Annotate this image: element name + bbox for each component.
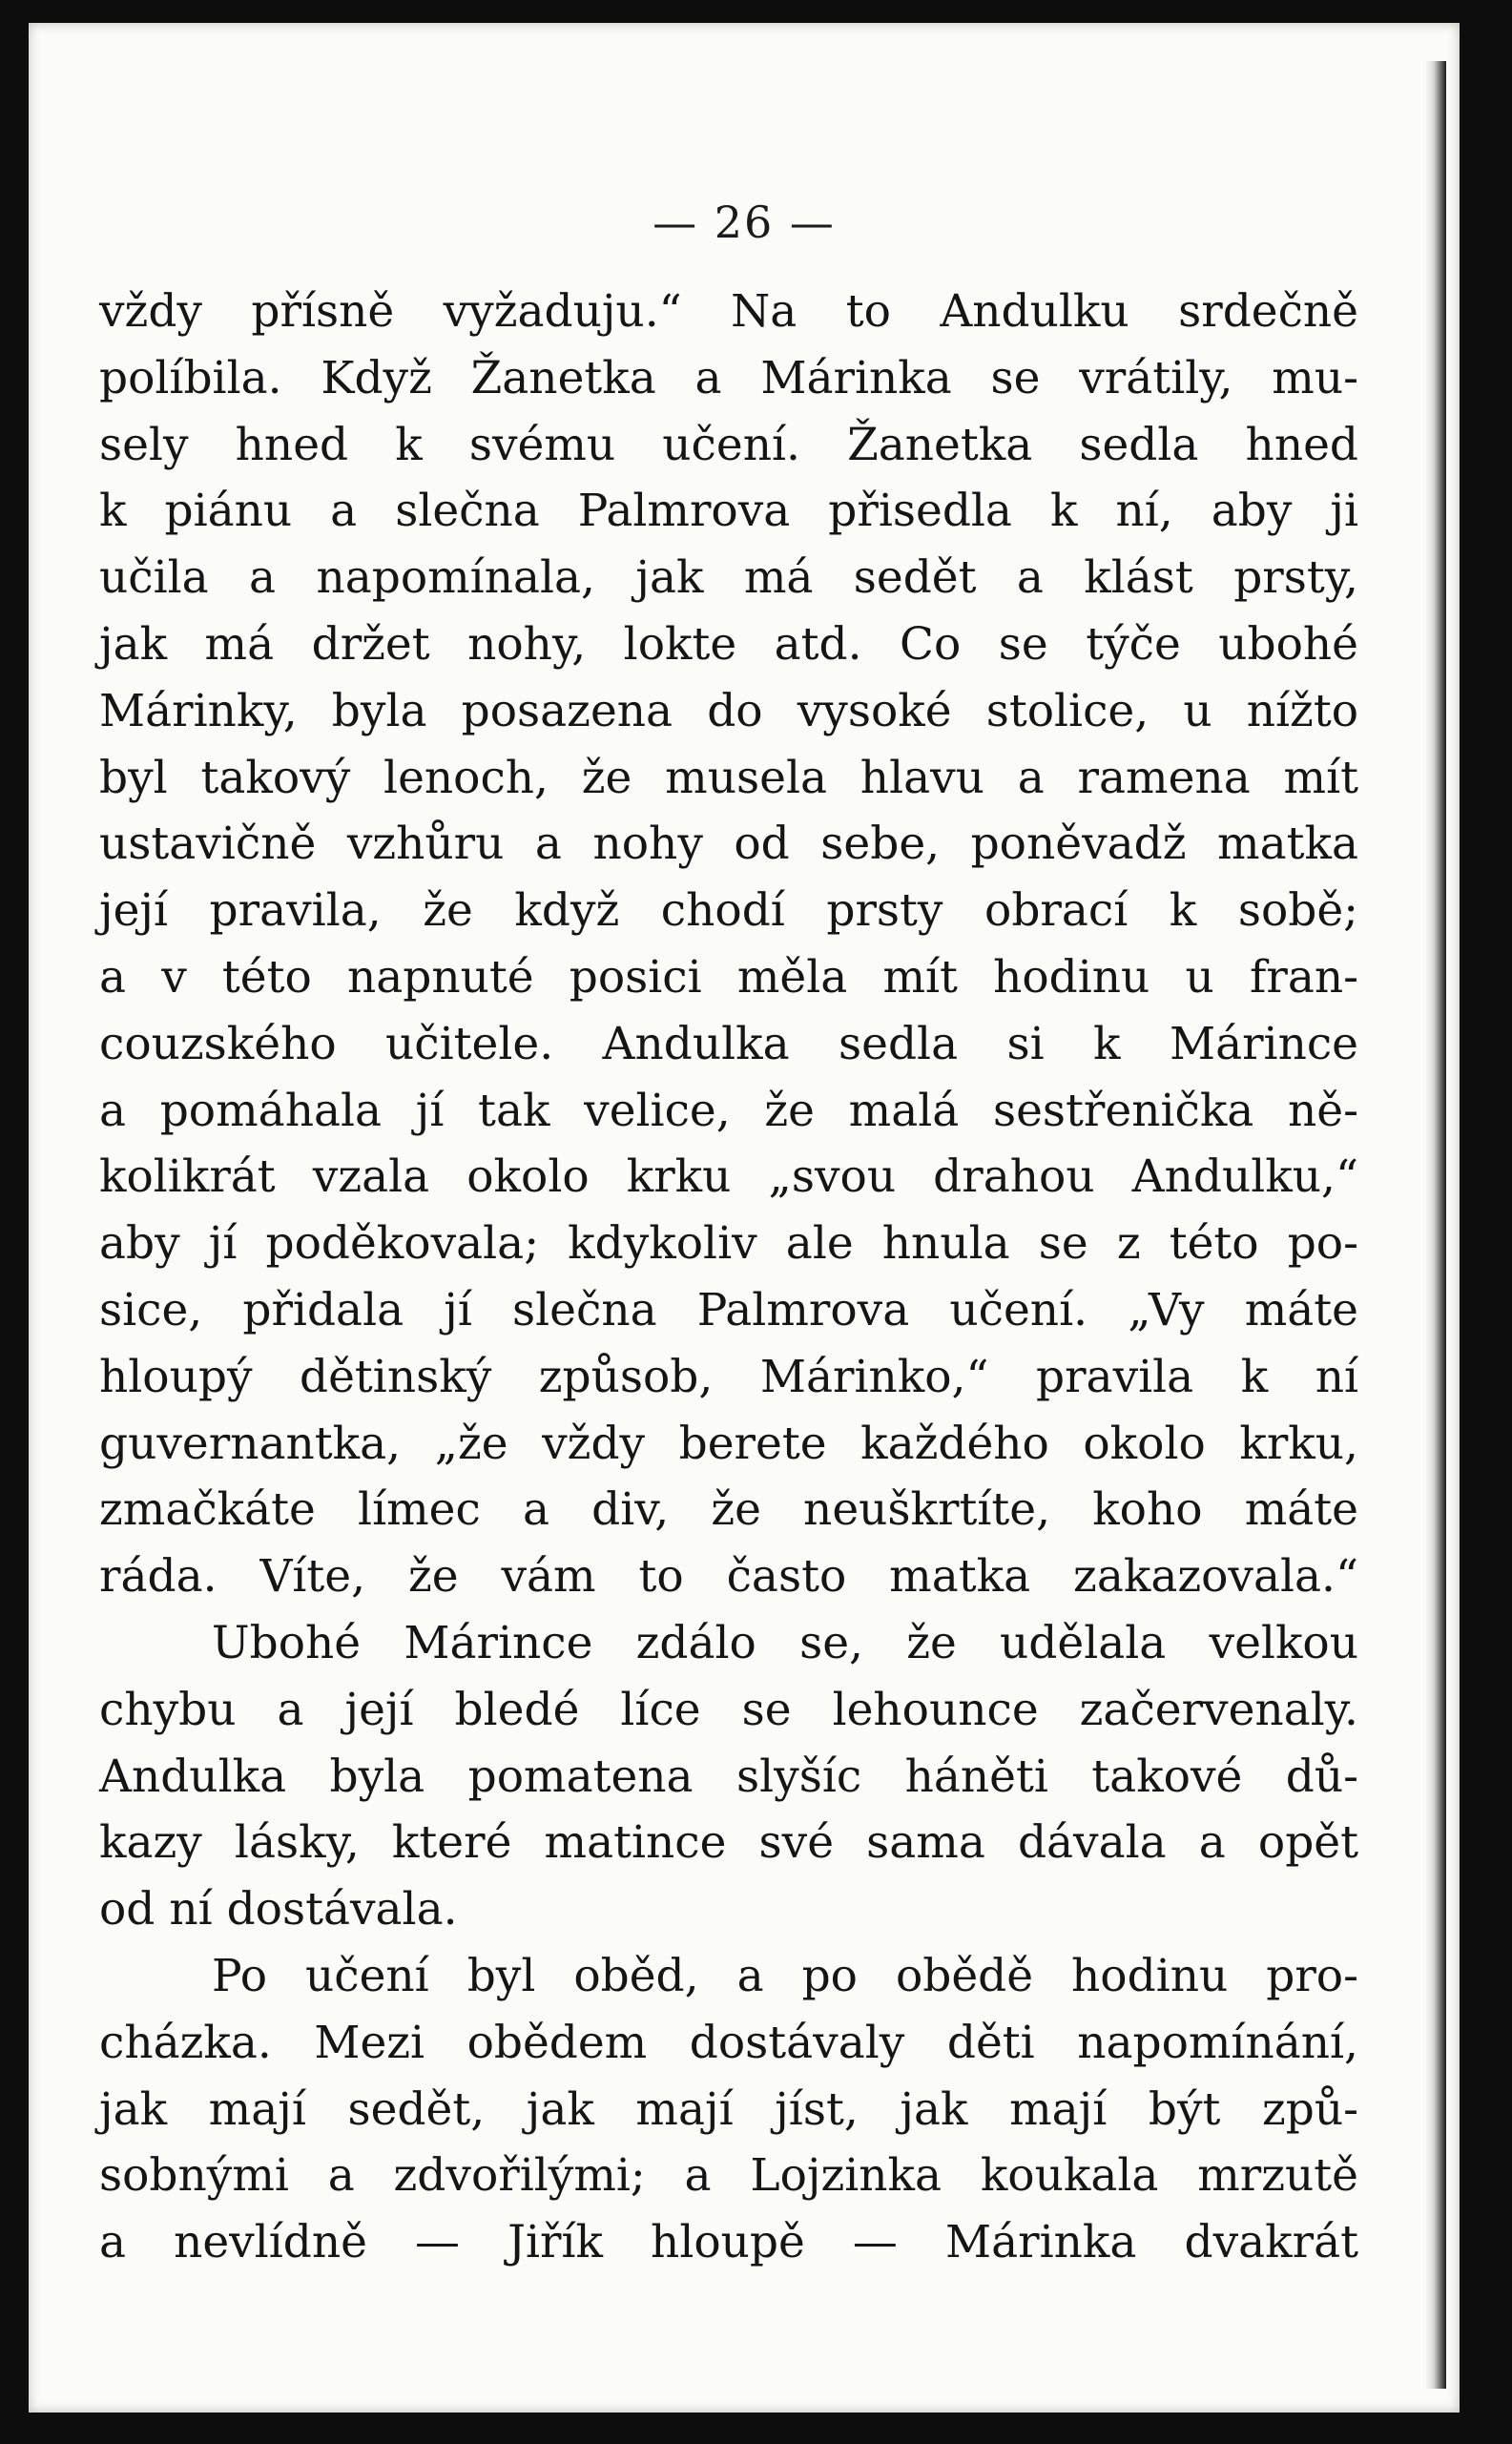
text-line: cházka. Mezi obědem dostávaly děti napomínání,: [99, 2016, 1358, 2069]
text-line: zmačkáte límec a div, že neuškrtíte, koho máte: [99, 1483, 1358, 1537]
text-line: ráda. Víte, že vám to často matka zakazovala.“: [99, 1550, 1358, 1604]
text-line: učila a napomínala, jak má sedět a klást prsty,: [99, 551, 1358, 605]
page-edge-shadow: [1425, 61, 1446, 2389]
text-line: guvernantka, „že vždy berete každého okolo krku,: [99, 1417, 1358, 1470]
text-line: sobnými a zdvořilými; a Lojzinka koukala mrzutě: [99, 2149, 1358, 2203]
text-line: a nevlídně — Jiřík hloupě — Márinka dvakrát: [99, 2216, 1358, 2269]
text-line: sice, přidala jí slečna Palmrova učení. „Vy máte: [99, 1283, 1358, 1336]
text-line: její pravila, že když chodí prsty obrací k sobě;: [99, 884, 1358, 938]
text-line: a v této napnuté posici měla mít hodinu u fran-: [99, 950, 1358, 1004]
text-line: vždy přísně vyžaduju.“ Na to Andulku srdečně: [99, 285, 1358, 338]
text-line: Andulka byla pomatena slyšíc háněti takové dů-: [99, 1750, 1358, 1803]
text-line: jak má držet nohy, lokte atd. Co se týče ubohé: [99, 617, 1358, 671]
text-line: k piánu a slečna Palmrova přisedla k ní, aby ji: [99, 485, 1358, 538]
text-line: a pomáhala jí tak velice, že malá sestřenička ně-: [99, 1084, 1358, 1137]
text-line: Márinky, byla posazena do vysoké stolice, u nížto: [99, 684, 1358, 737]
page-number: — 26 —: [652, 197, 836, 248]
text-line: od ní dostávala.: [99, 1883, 458, 1937]
text-line: aby jí poděkovala; kdykoliv ale hnula se z této po-: [99, 1217, 1358, 1271]
book-page: [29, 23, 1460, 2413]
text-line: ustavičně vzhůru a nohy od sebe, poněvadž matka: [99, 818, 1358, 871]
text-line: políbila. Když Žanetka a Márinka se vrátily, mu-: [99, 351, 1358, 404]
text-line: Po učení byl oběd, a po obědě hodinu pro-: [212, 1949, 1358, 2002]
text-line: kolikrát vzala okolo krku „svou drahou Andulku,“: [99, 1150, 1358, 1204]
text-line: couzského učitele. Andulka sedla si k Márince: [99, 1017, 1358, 1070]
text-line: sely hned k svému učení. Žanetka sedla hned: [99, 418, 1358, 471]
text-line: byl takový lenoch, že musela hlavu a ramena mít: [99, 751, 1358, 804]
body-text: [99, 279, 1358, 2276]
text-line: hloupý dětinský způsob, Márinko,“ pravila k ní: [99, 1350, 1358, 1403]
text-line: chybu a její bledé líce se lehounce začervenaly.: [99, 1683, 1358, 1736]
text-line: jak mají sedět, jak mají jíst, jak mají být způ-: [99, 2082, 1358, 2136]
text-line: kazy lásky, které matince své sama dávala a opět: [99, 1816, 1358, 1870]
text-line: Ubohé Márince zdálo se, že udělala velkou: [212, 1616, 1358, 1669]
